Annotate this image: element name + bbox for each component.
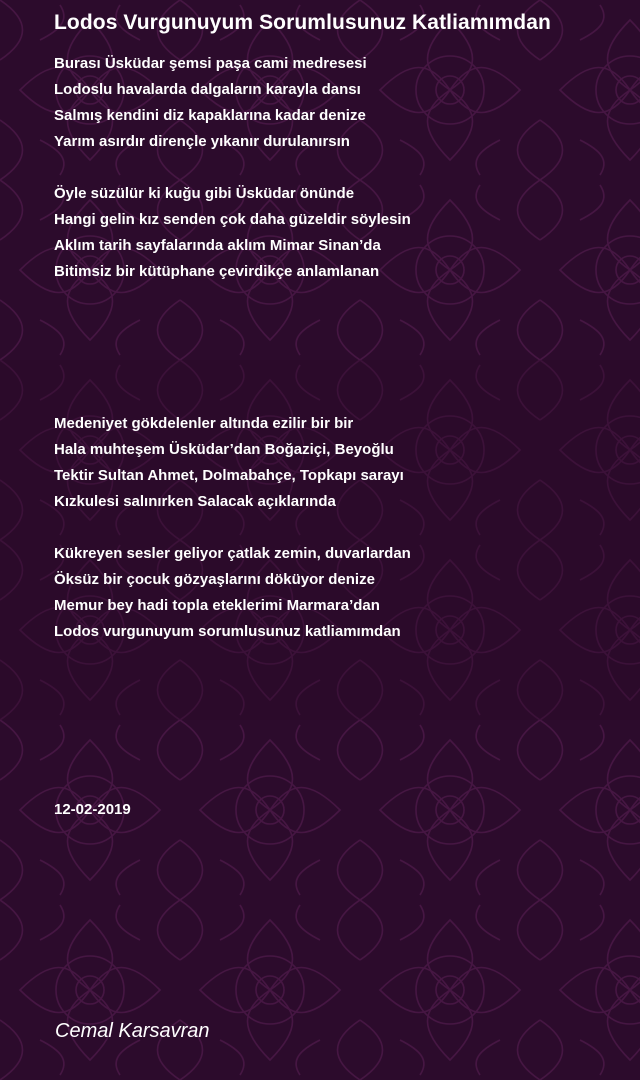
poem-line: Burası Üsküdar şemsi paşa cami medresesi	[54, 55, 367, 72]
poem-title: Lodos Vurgunuyum Sorumlusunuz Katliamımdan	[54, 11, 551, 34]
poem-line: Hangi gelin kız senden çok daha güzeldir söylesin	[54, 211, 411, 228]
stanza-2	[54, 181, 411, 285]
stanza-3	[54, 411, 404, 515]
poem-line: Lodos vurgunuyum sorumlusunuz katliamımdan	[54, 623, 401, 640]
poem-line: Öyle süzülür ki kuğu gibi Üsküdar önünde	[54, 185, 355, 202]
poem-line: Aklım tarih sayfalarında aklım Mimar Sinan’da	[54, 237, 381, 254]
poem-line: Bitimsiz bir kütüphane çevirdikçe anlamlanan	[54, 263, 380, 280]
poem-line: Lodoslu havalarda dalgaların karayla dansı	[54, 81, 361, 98]
stanza-1	[54, 51, 367, 155]
poem-line: Salmış kendini diz kapaklarına kadar denize	[54, 107, 366, 124]
poem-line: Yarım asırdır dirençle yıkanır durulanırsın	[54, 133, 350, 150]
poem-author: Cemal Karsavran	[55, 1020, 210, 1042]
poem-line: Kızkulesi salınırken Salacak açıklarında	[54, 493, 336, 510]
poem-line: Memur bey hadi topla eteklerimi Marmara’dan	[54, 597, 380, 614]
poem-line: Hala muhteşem Üsküdar’dan Boğaziçi, Beyoğlu	[54, 441, 394, 458]
poem-line: Öksüz bir çocuk gözyaşlarını döküyor denize	[54, 571, 375, 588]
poem-line: Tektir Sultan Ahmet, Dolmabahçe, Topkapı sarayı	[54, 467, 404, 484]
poem-line: Medeniyet gökdelenler altında ezilir bir bir	[54, 415, 354, 432]
stanza-4	[54, 541, 411, 645]
poem-date: 12-02-2019	[54, 801, 131, 818]
poem-line: Kükreyen sesler geliyor çatlak zemin, duvarlardan	[54, 545, 411, 562]
